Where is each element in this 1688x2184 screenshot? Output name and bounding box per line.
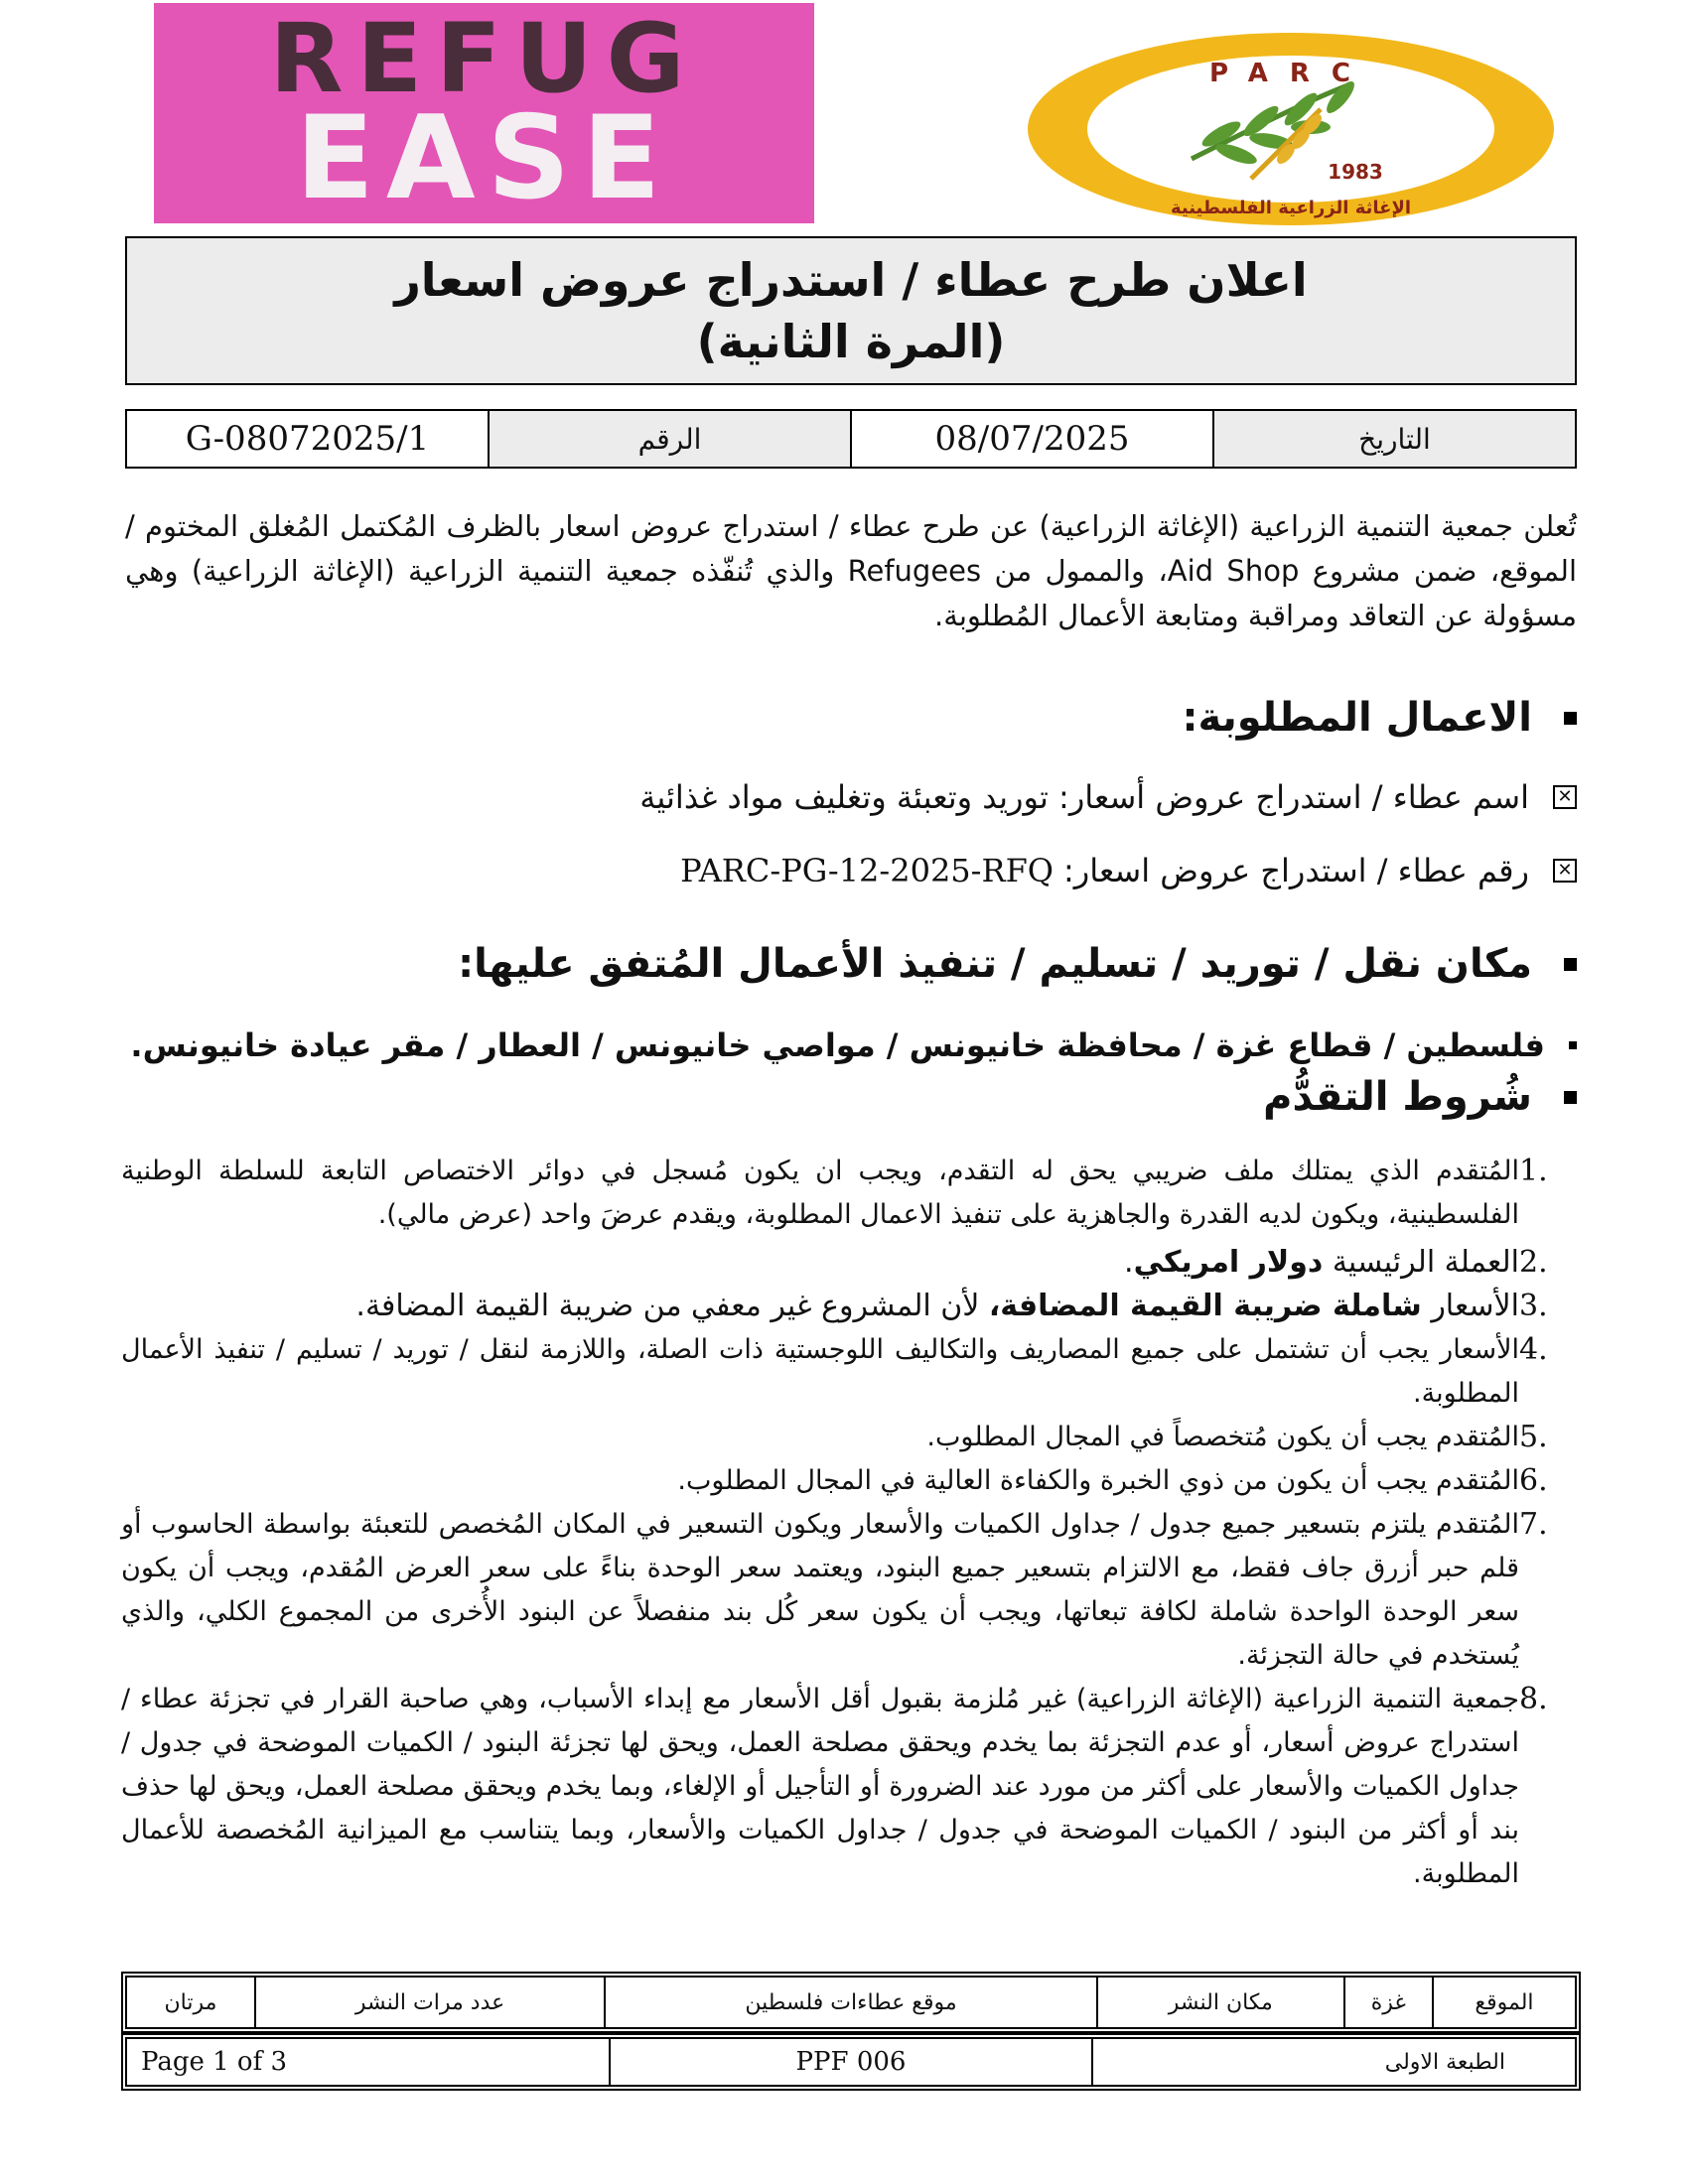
condition-text-bold: شاملة ضريبة القيمة المضافة، [988, 1289, 1422, 1323]
parc-logo [1023, 30, 1559, 228]
footer-publish-place-label: مكان النشر [1097, 1977, 1344, 2028]
number-label: الرقم [489, 410, 851, 468]
condition-number: .6 [1519, 1463, 1548, 1498]
works-name: اسم عطاء / استدراج عروض أسعار: توريد وتعبئة وتغليف مواد غذائية [639, 778, 1529, 816]
parc-logo-text: PARC [1209, 59, 1372, 88]
footer-edition: الطبعة الاولى [1092, 2038, 1576, 2086]
footer-publish-place-value: موقع عطاءات فلسطين [605, 1977, 1097, 2028]
works-heading [1183, 695, 1577, 741]
condition-text-pre: الأسعار [1421, 1289, 1519, 1323]
footer-page-number: Page 1 of 3 [126, 2038, 610, 2086]
works-heading-text: الاعمال المطلوبة: [1182, 695, 1532, 741]
place-heading-text: مكان نقل / توريد / تسليم / تنفيذ الأعمال المُتفق عليها: [458, 941, 1532, 987]
condition-text: المُتقدم يجب أن يكون من ذوي الخبرة والكفاءة العالية في المجال المطلوب. [677, 1465, 1519, 1496]
condition-item [121, 1459, 1577, 1503]
refugease-logo-line1: REFUG [269, 3, 699, 114]
footer-doc-code: PPF 006 [610, 2038, 1093, 2086]
bullet-square-icon [1564, 958, 1577, 971]
condition-text: جمعية التنمية الزراعية (الإغاثة الزراعية) غير مُلزمة بقبول أقل الأسعار مع إبداء الأسباب، وهي صاحبة القرار في تجزئة عطاء / استدراج عروض أسعار، أو عدم التجزئة بما يخدم ويحقق مصلحة العمل، ويحق لها تجزئة البنود / الكميات الموضحة في جدول / جداول الكميات والأسعار على أكثر من مورد عند الضرورة أو التأجيل أو الإلغاء، وبما يخدم ويحقق مصلحة العمل، ويحق لها حذف بند أو أكثر من البنود / الكميات الموضحة في جدول / جداول الكميات والأسعار، وبما يتناسب مع الميزانية المُخصصة للأعمال المطلوبة. [121, 1684, 1519, 1889]
date-label: التاريخ [1213, 410, 1576, 468]
condition-text-bold: دولار امريكي [1133, 1245, 1324, 1280]
intro-paragraph: تُعلن جمعية التنمية الزراعية (الإغاثة الزراعية) عن طرح عطاء / استدراج عروض اسعار بالظرف المُكتمل المُغلق المختوم / الموقع، ضمن مشروع Aid Shop، والممول من Refugees والذي تُنفّذه جمعية التنمية الزراعية (الإغاثة الزراعية) وهي مسؤولة عن التعاقد ومراقبة ومتابعة الأعمال المُطلوبة. [125, 509, 1577, 632]
condition-item [121, 1503, 1577, 1678]
parc-logo-arabic: الإغاثة الزراعية الفلسطينية [1170, 198, 1412, 218]
parc-logo-year: 1983 [1328, 160, 1383, 184]
footer-publish-count-value: مرتان [126, 1977, 255, 2028]
condition-text [121, 1285, 1519, 1328]
checked-box-icon: ✕ [1553, 785, 1577, 809]
condition-text: الأسعار يجب أن تشتمل على جميع المصاريف والتكاليف اللوجستية ذات الصلة، واللازمة لنقل / توريد / تسليم / تنفيذ الأعمال المطلوبة. [121, 1334, 1519, 1409]
bullet-square-icon [1564, 712, 1577, 725]
place-line [130, 1026, 1577, 1064]
refugease-logo [154, 3, 814, 223]
condition-item [121, 1150, 1577, 1237]
footer-doc-table [125, 2037, 1577, 2087]
conditions-list [121, 1150, 1577, 1896]
number-value: G-08072025/1 [126, 410, 489, 468]
works-name-line [639, 778, 1577, 816]
condition-number: .4 [1519, 1332, 1548, 1367]
page-subtitle: (المرة الثانية) [696, 315, 1006, 368]
footer-publish-count-label: عدد مرات النشر [255, 1977, 605, 2028]
condition-text-post: لأن المشروع غير معفي من ضريبة القيمة المضافة. [355, 1289, 989, 1323]
footer-site-value: غزة [1344, 1977, 1433, 2028]
title-box [125, 236, 1577, 385]
condition-text: المُتقدم يجب أن يكون مُتخصصاً في المجال المطلوب. [926, 1422, 1519, 1452]
info-table [125, 409, 1577, 469]
condition-text-post: . [1124, 1245, 1134, 1280]
works-number-line [680, 852, 1577, 889]
condition-item [121, 1328, 1577, 1416]
condition-text: المُتقدم الذي يمتلك ملف ضريبي يحق له التقدم، ويجب ان يكون مُسجل في دوائر الاختصاص التابعة للسلطة الوطنية الفلسطينية، ويكون لديه القدرة والجاهزية على تنفيذ الاعمال المطلوبة، ويقدم عرضَ واحد (عرض مالي). [121, 1156, 1519, 1230]
condition-number: .7 [1519, 1507, 1548, 1542]
conditions-heading-text: شُروط التقدُّم [1263, 1074, 1532, 1120]
bullet-small-square-icon [1569, 1041, 1577, 1049]
condition-text [121, 1241, 1519, 1285]
refugease-logo-line2: EASE [295, 91, 673, 225]
condition-number: .5 [1519, 1420, 1548, 1454]
condition-number: .3 [1519, 1289, 1548, 1323]
condition-number: .1 [1519, 1154, 1548, 1188]
condition-number: .2 [1519, 1245, 1548, 1280]
works-number-label: رقم عطاء / استدراج عروض اسعار: [1063, 852, 1529, 889]
page-title: اعلان طرح عطاء / استدراج عروض اسعار [394, 253, 1308, 307]
place-heading [458, 941, 1577, 987]
condition-item [121, 1678, 1577, 1896]
date-value: 08/07/2025 [851, 410, 1213, 468]
footer-publication-table [125, 1976, 1577, 2029]
condition-item [121, 1241, 1577, 1285]
conditions-heading [1263, 1074, 1577, 1120]
condition-number: .8 [1519, 1682, 1548, 1716]
condition-item [121, 1285, 1577, 1328]
condition-text-pre: العملة الرئيسية [1323, 1245, 1519, 1280]
checked-box-icon: ✕ [1553, 859, 1577, 883]
works-number-value: PARC-PG-12-2025-RFQ [680, 852, 1054, 889]
footer-site-label: الموقع [1433, 1977, 1576, 2028]
place-value: فلسطين / قطاع غزة / محافظة خانيونس / مواصي خانيونس / العطار / مقر عيادة خانيونس. [130, 1026, 1545, 1064]
condition-item [121, 1416, 1577, 1459]
condition-text: المُتقدم يلتزم بتسعير جميع جدول / جداول الكميات والأسعار ويكون التسعير في المكان المُخصص للتعبئة بواسطة الحاسوب أو قلم حبر أزرق جاف فقط، مع الالتزام بتسعير جميع البنود، ويعتمد سعر الوحدة بناءً على سعر العرض المُقدم، ويجب أن يكون سعر الوحدة الواحدة شاملة لكافة تبعاتها، ويجب أن يكون سعر كُل بند منفصلاً عن البنود الأُخرى من المجموع الكلي، والذي يُستخدم في حالة التجزئة. [121, 1509, 1519, 1671]
bullet-square-icon [1564, 1091, 1577, 1104]
